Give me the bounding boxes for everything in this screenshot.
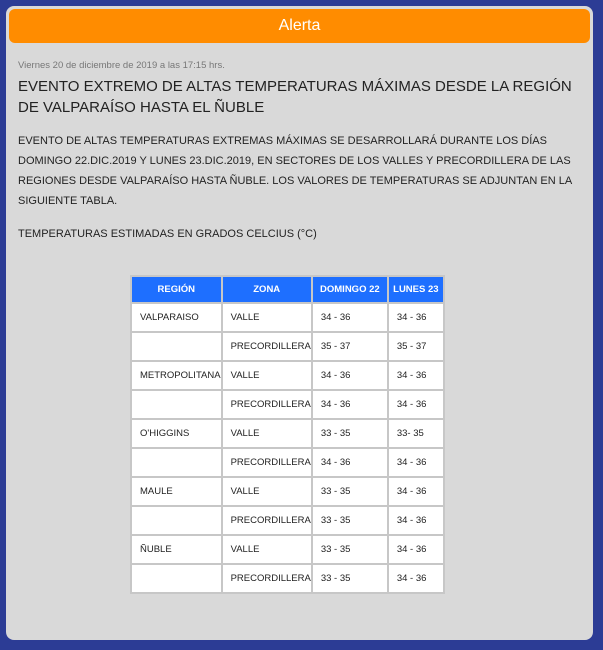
cell-domingo: 34 - 36 — [313, 391, 387, 418]
cell-lunes: 33- 35 — [389, 420, 443, 447]
alert-description: EVENTO DE ALTAS TEMPERATURAS EXTREMAS MÁXIMAS SE DESARROLLARÁ DURANTE LOS DÍAS DOMINGO 22.DIC.2019 Y LUNES 23.DIC.2019, EN SECTORES DE LOS VALLES Y PRECORDILLERA DE LAS REGIONES DESDE VALPARAÍSO HASTA ÑUBLE. LOS VALORES DE TEMPERATURAS SE ADJUNTAN EN LA SIGUIENTE TABLA. — [18, 135, 572, 207]
cell-region — [132, 565, 221, 592]
cell-lunes: 34 - 36 — [389, 304, 443, 331]
cell-zona: VALLE — [223, 362, 311, 389]
cell-lunes: 34 - 36 — [389, 391, 443, 418]
cell-zona: VALLE — [223, 478, 311, 505]
cell-zona: PRECORDILLERA — [223, 391, 311, 418]
cell-domingo: 34 - 36 — [313, 449, 387, 476]
cell-region — [132, 507, 221, 534]
cell-domingo: 34 - 36 — [313, 362, 387, 389]
cell-domingo: 33 - 35 — [313, 478, 387, 505]
alert-title: EVENTO EXTREMO DE ALTAS TEMPERATURAS MÁXIMAS DESDE LA REGIÓN DE VALPARAÍSO HASTA EL ÑUBLE — [18, 78, 572, 116]
cell-zona: PRECORDILLERA — [223, 565, 311, 592]
cell-zona: PRECORDILLERA — [223, 507, 311, 534]
alert-header: Alerta — [9, 9, 590, 43]
temperature-table — [130, 275, 445, 594]
cell-lunes: 34 - 36 — [389, 565, 443, 592]
table-header-row — [132, 277, 443, 302]
table-row — [132, 565, 443, 592]
table-row — [132, 449, 443, 476]
cell-lunes: 34 - 36 — [389, 536, 443, 563]
cell-domingo: 34 - 36 — [313, 304, 387, 331]
cell-zona: VALLE — [223, 304, 311, 331]
cell-lunes: 34 - 36 — [389, 507, 443, 534]
table-row — [132, 391, 443, 418]
cell-lunes: 34 - 36 — [389, 478, 443, 505]
table-row — [132, 362, 443, 389]
header-zona: ZONA — [223, 277, 311, 302]
alert-panel — [6, 6, 593, 640]
table-row — [132, 536, 443, 563]
cell-lunes: 35 - 37 — [389, 333, 443, 360]
cell-domingo: 33 - 35 — [313, 565, 387, 592]
header-region: REGIÓN — [132, 277, 221, 302]
table-row — [132, 333, 443, 360]
cell-region: MAULE — [132, 478, 221, 505]
table-row — [132, 478, 443, 505]
cell-lunes: 34 - 36 — [389, 449, 443, 476]
cell-region: VALPARAISO — [132, 304, 221, 331]
cell-domingo: 33 - 35 — [313, 420, 387, 447]
cell-lunes: 34 - 36 — [389, 362, 443, 389]
alert-content — [18, 60, 585, 244]
cell-domingo: 35 - 37 — [313, 333, 387, 360]
cell-domingo: 33 - 35 — [313, 536, 387, 563]
table-caption: TEMPERATURAS ESTIMADAS EN GRADOS CELCIUS (°C) — [18, 228, 317, 240]
cell-zona: PRECORDILLERA — [223, 333, 311, 360]
cell-domingo: 33 - 35 — [313, 507, 387, 534]
cell-region: ÑUBLE — [132, 536, 221, 563]
table-row — [132, 507, 443, 534]
cell-zona: VALLE — [223, 536, 311, 563]
header-lunes: LUNES 23 — [389, 277, 443, 302]
header-domingo: DOMINGO 22 — [313, 277, 387, 302]
cell-region — [132, 449, 221, 476]
cell-region: O'HIGGINS — [132, 420, 221, 447]
table-row — [132, 304, 443, 331]
alert-date: Viernes 20 de diciembre de 2019 a las 17:15 hrs. — [18, 60, 225, 71]
table-row — [132, 420, 443, 447]
cell-region — [132, 333, 221, 360]
cell-zona: VALLE — [223, 420, 311, 447]
cell-region — [132, 391, 221, 418]
cell-region: METROPOLITANA — [132, 362, 221, 389]
cell-zona: PRECORDILLERA — [223, 449, 311, 476]
